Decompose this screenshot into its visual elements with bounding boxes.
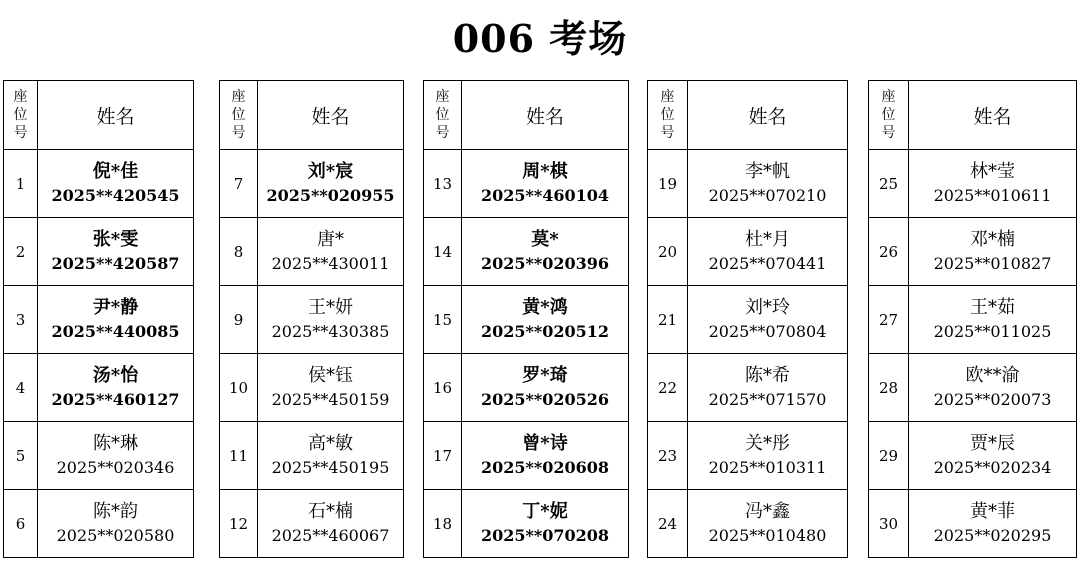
column-gap — [848, 150, 869, 218]
candidate-id: 2025**430011 — [271, 253, 390, 273]
seat-number-cell — [4, 218, 38, 286]
candidate-name: 欧**渝 — [965, 364, 1020, 386]
candidate-name: 汤*怡 — [92, 364, 139, 386]
candidate-cell — [38, 490, 194, 558]
column-gap — [629, 354, 648, 422]
candidate-cell — [258, 422, 404, 490]
seat-number: 27 — [878, 311, 899, 329]
candidate-name: 黄*菲 — [970, 500, 1015, 522]
candidate-name: 石*楠 — [308, 500, 353, 522]
candidate-cell — [688, 354, 848, 422]
column-gap — [404, 490, 424, 558]
candidate-cell — [462, 218, 629, 286]
candidate-name: 黄*鸿 — [522, 296, 568, 318]
column-gap — [194, 354, 220, 422]
seat-header-cell — [424, 81, 462, 150]
table-row — [4, 218, 1077, 286]
candidate-name: 刘*宸 — [307, 160, 354, 182]
candidate-id: 2025**440085 — [51, 321, 180, 341]
seat-number-cell — [220, 286, 258, 354]
seat-number: 26 — [878, 243, 899, 261]
seat-number-cell — [220, 422, 258, 490]
column-gap — [194, 150, 220, 218]
header-row — [4, 81, 1077, 150]
candidate-cell — [462, 286, 629, 354]
table-row — [4, 150, 1077, 218]
candidate-cell — [909, 286, 1077, 354]
column-gap — [848, 354, 869, 422]
candidate-id: 2025**010827 — [933, 253, 1052, 273]
candidate-name: 关*彤 — [745, 432, 790, 454]
candidate-name: 邓*楠 — [970, 228, 1015, 250]
candidate-id: 2025**010480 — [708, 525, 827, 545]
candidate-cell — [909, 490, 1077, 558]
column-gap — [848, 81, 869, 150]
candidate-cell — [462, 150, 629, 218]
candidate-name: 冯*鑫 — [745, 500, 790, 522]
candidate-cell — [909, 218, 1077, 286]
column-gap — [404, 354, 424, 422]
name-header: 姓名 — [525, 105, 564, 128]
seat-number-cell — [220, 354, 258, 422]
candidate-id: 2025**020608 — [480, 457, 610, 477]
candidate-name: 尹*静 — [92, 296, 139, 318]
column-gap — [194, 218, 220, 286]
candidate-name: 陈*韵 — [93, 500, 138, 522]
seat-number-cell — [869, 422, 909, 490]
seat-number: 8 — [233, 243, 244, 261]
candidate-cell — [258, 218, 404, 286]
seat-number: 19 — [657, 175, 678, 193]
seat-number: 21 — [657, 311, 678, 329]
seat-number-cell — [648, 422, 688, 490]
seat-number: 3 — [15, 311, 26, 329]
seat-number: 29 — [878, 447, 899, 465]
seat-number: 15 — [432, 311, 453, 329]
candidate-cell — [462, 490, 629, 558]
seat-number: 4 — [15, 379, 26, 397]
seat-number-cell — [648, 286, 688, 354]
column-gap — [629, 218, 648, 286]
seat-number: 23 — [657, 447, 678, 465]
candidate-cell — [258, 490, 404, 558]
name-header: 姓名 — [973, 105, 1012, 128]
seat-number: 14 — [432, 243, 453, 261]
column-gap — [848, 422, 869, 490]
column-gap — [848, 218, 869, 286]
seat-number-cell — [648, 150, 688, 218]
seat-number: 17 — [432, 447, 453, 465]
column-gap — [194, 422, 220, 490]
seat-header: 座位号 — [231, 89, 246, 141]
seat-number-cell — [220, 218, 258, 286]
name-header-cell — [688, 81, 848, 150]
seat-number-cell — [424, 354, 462, 422]
candidate-cell — [258, 286, 404, 354]
candidate-cell — [462, 354, 629, 422]
seat-number-cell — [424, 490, 462, 558]
candidate-id: 2025**020295 — [933, 525, 1052, 545]
column-gap — [629, 422, 648, 490]
seat-number-cell — [424, 218, 462, 286]
seat-number-cell — [220, 150, 258, 218]
candidate-cell — [688, 422, 848, 490]
candidate-cell — [688, 218, 848, 286]
seat-number: 2 — [15, 243, 26, 261]
seat-header-cell — [869, 81, 909, 150]
candidate-name: 贾*辰 — [970, 432, 1015, 454]
candidate-cell — [38, 218, 194, 286]
seat-number-cell — [424, 422, 462, 490]
candidate-name: 陈*琳 — [93, 432, 138, 454]
candidate-id: 2025**020234 — [933, 457, 1052, 477]
name-header-cell — [258, 81, 404, 150]
candidate-cell — [38, 286, 194, 354]
seat-number: 18 — [432, 515, 453, 533]
candidate-name: 侯*钰 — [308, 364, 353, 386]
seat-number-cell — [220, 490, 258, 558]
candidate-id: 2025**460127 — [51, 389, 180, 409]
candidate-id: 2025**070804 — [708, 321, 827, 341]
seat-number-cell — [4, 150, 38, 218]
seat-number: 11 — [228, 447, 249, 465]
candidate-id: 2025**070208 — [480, 525, 610, 545]
seat-number: 1 — [15, 175, 26, 193]
candidate-id: 2025**450159 — [271, 389, 390, 409]
column-gap — [404, 286, 424, 354]
candidate-id: 2025**010311 — [708, 457, 827, 477]
seat-number: 7 — [233, 175, 244, 193]
seat-header-cell — [648, 81, 688, 150]
column-gap — [404, 218, 424, 286]
candidate-name: 王*妍 — [308, 296, 353, 318]
column-gap — [194, 286, 220, 354]
candidate-cell — [38, 422, 194, 490]
seat-number: 28 — [878, 379, 899, 397]
candidate-id: 2025**430385 — [271, 321, 390, 341]
candidate-id: 2025**420545 — [51, 185, 180, 205]
candidate-cell — [688, 150, 848, 218]
candidate-id: 2025**020580 — [56, 525, 175, 545]
candidate-cell — [38, 150, 194, 218]
seat-number: 16 — [432, 379, 453, 397]
seat-number-cell — [648, 354, 688, 422]
candidate-name: 杜*月 — [745, 228, 790, 250]
column-gap — [194, 490, 220, 558]
seat-number-cell — [648, 218, 688, 286]
candidate-cell — [258, 354, 404, 422]
candidate-id: 2025**010611 — [933, 185, 1052, 205]
candidate-id: 2025**420587 — [51, 253, 180, 273]
seat-number-cell — [869, 218, 909, 286]
table-row — [4, 286, 1077, 354]
candidate-id: 2025**070210 — [708, 185, 827, 205]
seat-number-cell — [4, 286, 38, 354]
candidate-name: 刘*玲 — [745, 296, 790, 318]
page-title: 006 考场 — [452, 16, 628, 61]
name-header-cell — [909, 81, 1077, 150]
seat-number-cell — [4, 354, 38, 422]
seat-number-cell — [424, 150, 462, 218]
column-gap — [404, 150, 424, 218]
candidate-cell — [462, 422, 629, 490]
candidate-name: 李*帆 — [745, 160, 790, 182]
seat-number-cell — [648, 490, 688, 558]
seat-number: 12 — [228, 515, 249, 533]
column-gap — [194, 81, 220, 150]
seat-header: 座位号 — [435, 89, 450, 141]
seat-number: 25 — [878, 175, 899, 193]
candidate-cell — [909, 150, 1077, 218]
candidate-cell — [38, 354, 194, 422]
candidate-id: 2025**071570 — [708, 389, 827, 409]
seat-number-cell — [424, 286, 462, 354]
candidate-name: 陈*希 — [745, 364, 790, 386]
candidate-id: 2025**460104 — [480, 185, 610, 205]
candidate-name: 丁*妮 — [522, 500, 568, 522]
candidate-name: 曾*诗 — [522, 432, 568, 454]
column-gap — [404, 81, 424, 150]
candidate-name: 唐* — [317, 228, 344, 250]
seat-header-cell — [220, 81, 258, 150]
seat-header: 座位号 — [13, 89, 28, 141]
candidate-id: 2025**020396 — [480, 253, 610, 273]
candidate-cell — [258, 150, 404, 218]
candidate-id: 2025**020073 — [933, 389, 1052, 409]
seat-header: 座位号 — [881, 89, 896, 141]
seat-number-cell — [4, 422, 38, 490]
name-header: 姓名 — [748, 105, 787, 128]
seat-number: 13 — [432, 175, 453, 193]
candidate-name: 周*棋 — [522, 160, 568, 182]
seat-header-cell — [4, 81, 38, 150]
candidate-name: 高*敏 — [308, 432, 353, 454]
seat-number: 30 — [878, 515, 899, 533]
seat-number: 6 — [15, 515, 26, 533]
table-row — [4, 422, 1077, 490]
seat-number-cell — [869, 150, 909, 218]
candidate-name: 莫* — [531, 228, 559, 250]
seat-number: 10 — [228, 379, 249, 397]
candidate-id: 2025**070441 — [708, 253, 827, 273]
candidate-id: 2025**011025 — [933, 321, 1052, 341]
column-gap — [629, 150, 648, 218]
candidate-id: 2025**460067 — [271, 525, 390, 545]
seat-number: 9 — [233, 311, 244, 329]
candidate-id: 2025**020526 — [480, 389, 610, 409]
candidate-cell — [688, 286, 848, 354]
seat-number: 22 — [657, 379, 678, 397]
candidate-cell — [688, 490, 848, 558]
candidate-name: 倪*佳 — [92, 160, 139, 182]
table-row — [4, 490, 1077, 558]
seat-header: 座位号 — [660, 89, 675, 141]
column-gap — [629, 286, 648, 354]
name-header: 姓名 — [311, 105, 350, 128]
candidate-cell — [909, 354, 1077, 422]
candidate-id: 2025**020512 — [480, 321, 610, 341]
column-gap — [629, 81, 648, 150]
candidate-id: 2025**020955 — [266, 185, 395, 205]
candidate-name: 张*雯 — [92, 228, 139, 250]
candidate-name: 林*莹 — [970, 160, 1015, 182]
seat-number: 5 — [15, 447, 26, 465]
seat-number: 20 — [657, 243, 678, 261]
column-gap — [404, 422, 424, 490]
candidate-name: 王*茹 — [970, 296, 1015, 318]
seating-table — [3, 80, 1077, 558]
candidate-name: 罗*琦 — [522, 364, 568, 386]
column-gap — [848, 286, 869, 354]
seat-number-cell — [869, 354, 909, 422]
candidate-cell — [909, 422, 1077, 490]
name-header-cell — [38, 81, 194, 150]
seat-number-cell — [869, 490, 909, 558]
candidate-id: 2025**450195 — [271, 457, 390, 477]
seat-number-cell — [4, 490, 38, 558]
seat-number: 24 — [657, 515, 678, 533]
column-gap — [848, 490, 869, 558]
name-header: 姓名 — [96, 105, 135, 128]
seat-number-cell — [869, 286, 909, 354]
name-header-cell — [462, 81, 629, 150]
column-gap — [629, 490, 648, 558]
table-row — [4, 354, 1077, 422]
candidate-id: 2025**020346 — [56, 457, 175, 477]
